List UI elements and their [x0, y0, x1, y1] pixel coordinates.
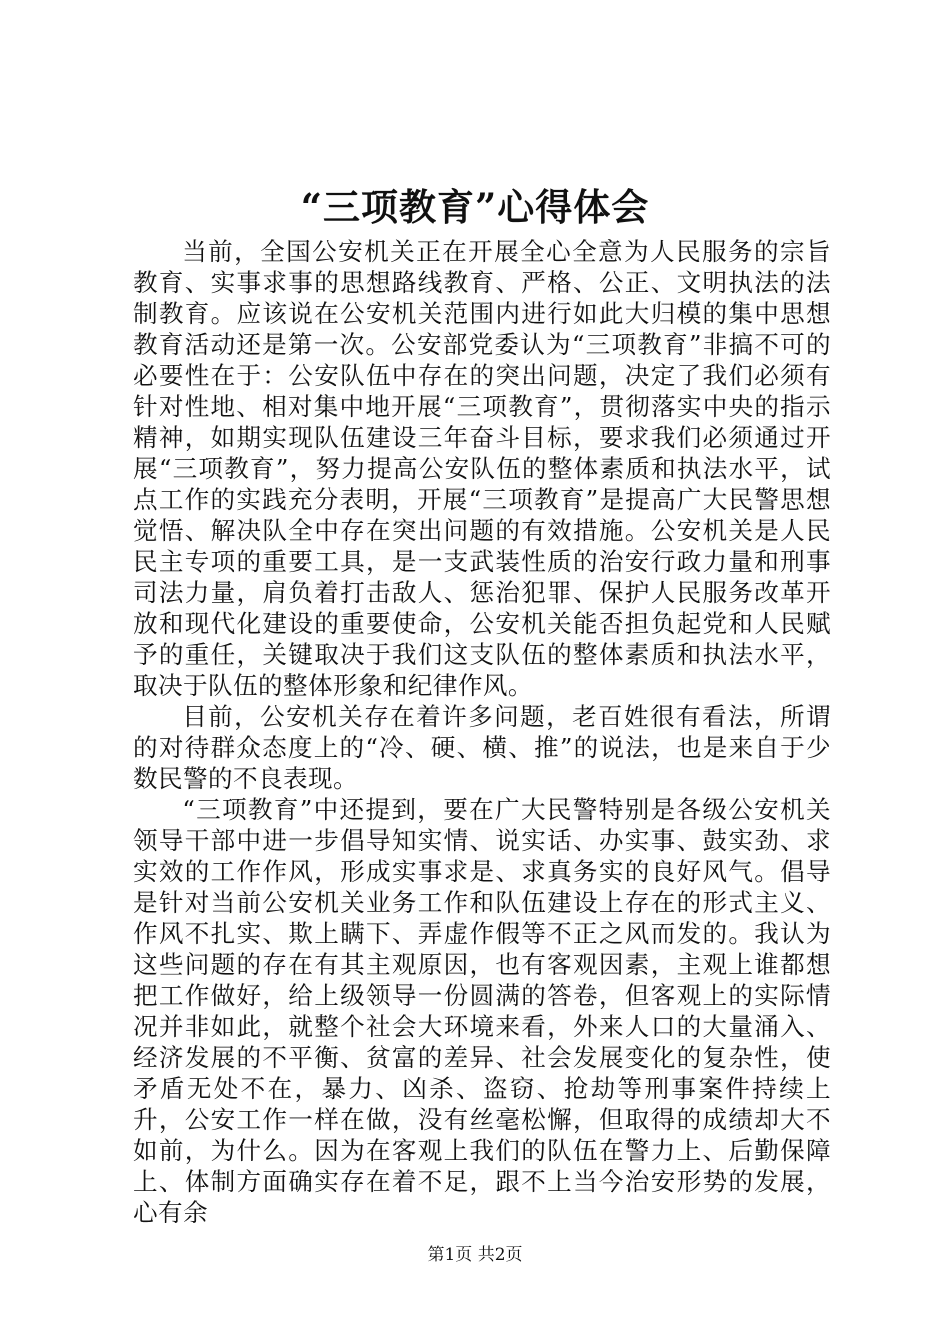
paragraph-3: “三项教育”中还提到，要在广大民警特别是各级公安机关领导干部中进一步倡导知实情、说实话、办实事、鼓实劲、求实效的工作作风，形成实事求是、求真务实的良好风气。倡导是针对当前公安机关业务工作和队伍建设上存在的形式主义、作风不扎实、欺上瞒下、弄虚作假等不正之风而发的。我认为这些问题的存在有其主观原因，也有客观因素，主观上谁都想把工作做好，给上级领导一份圆满的答卷，但客观上的实际情况并非如此，就整个社会大环境来看，外来人口的大量涌入、经济发展的不平衡、贫富的差异、社会发展变化的复杂性，使矛盾无处不在，暴力、凶杀、盗窃、抢劫等刑事案件持续上升，公安工作一样在做，没有丝毫松懈，但取得的成绩却大不如前，为什么。因为在客观上我们的队伍在警力上、后勤保障上、体制方面确实存在着不足，跟不上当今治安形势的发展，心有余	[133, 795, 831, 1227]
paragraph-2: 目前，公安机关存在着许多问题，老百姓很有看法，所谓的对待群众态度上的“冷、硬、横、推”的说法，也是来自于少数民警的不良表现。	[133, 702, 831, 793]
page-number-footer: 第1页 共2页	[427, 1245, 523, 1265]
document-body	[133, 236, 831, 1228]
document-title: “三项教育”心得体会	[300, 185, 650, 229]
paragraph-1: 当前，全国公安机关正在开展全心全意为人民服务的宗旨教育、实事求事的思想路线教育、严格、公正、文明执法的法制教育。应该说在公安机关范围内进行如此大归模的集中思想教育活动还是第一次。公安部党委认为“三项教育”非搞不可的必要性在于：公安队伍中存在的突出问题，决定了我们必须有针对性地、相对集中地开展“三项教育”，贯彻落实中央的指示精神，如期实现队伍建设三年奋斗目标，要求我们必须通过开展“三项教育”，努力提高公安队伍的整体素质和执法水平，试点工作的实践充分表明，开展“三项教育”是提高广大民警思想觉悟、解决队全中存在突出问题的有效措施。公安机关是人民民主专项的重要工具，是一支武装性质的治安行政力量和刑事司法力量，肩负着打击敌人、惩治犯罪、保护人民服务改革开放和现代化建设的重要使命，公安机关能否担负起党和人民赋予的重任，关键取决于我们这支队伍的整体素质和执法水平，取决于队伍的整体形象和纪律作风。	[133, 237, 831, 700]
